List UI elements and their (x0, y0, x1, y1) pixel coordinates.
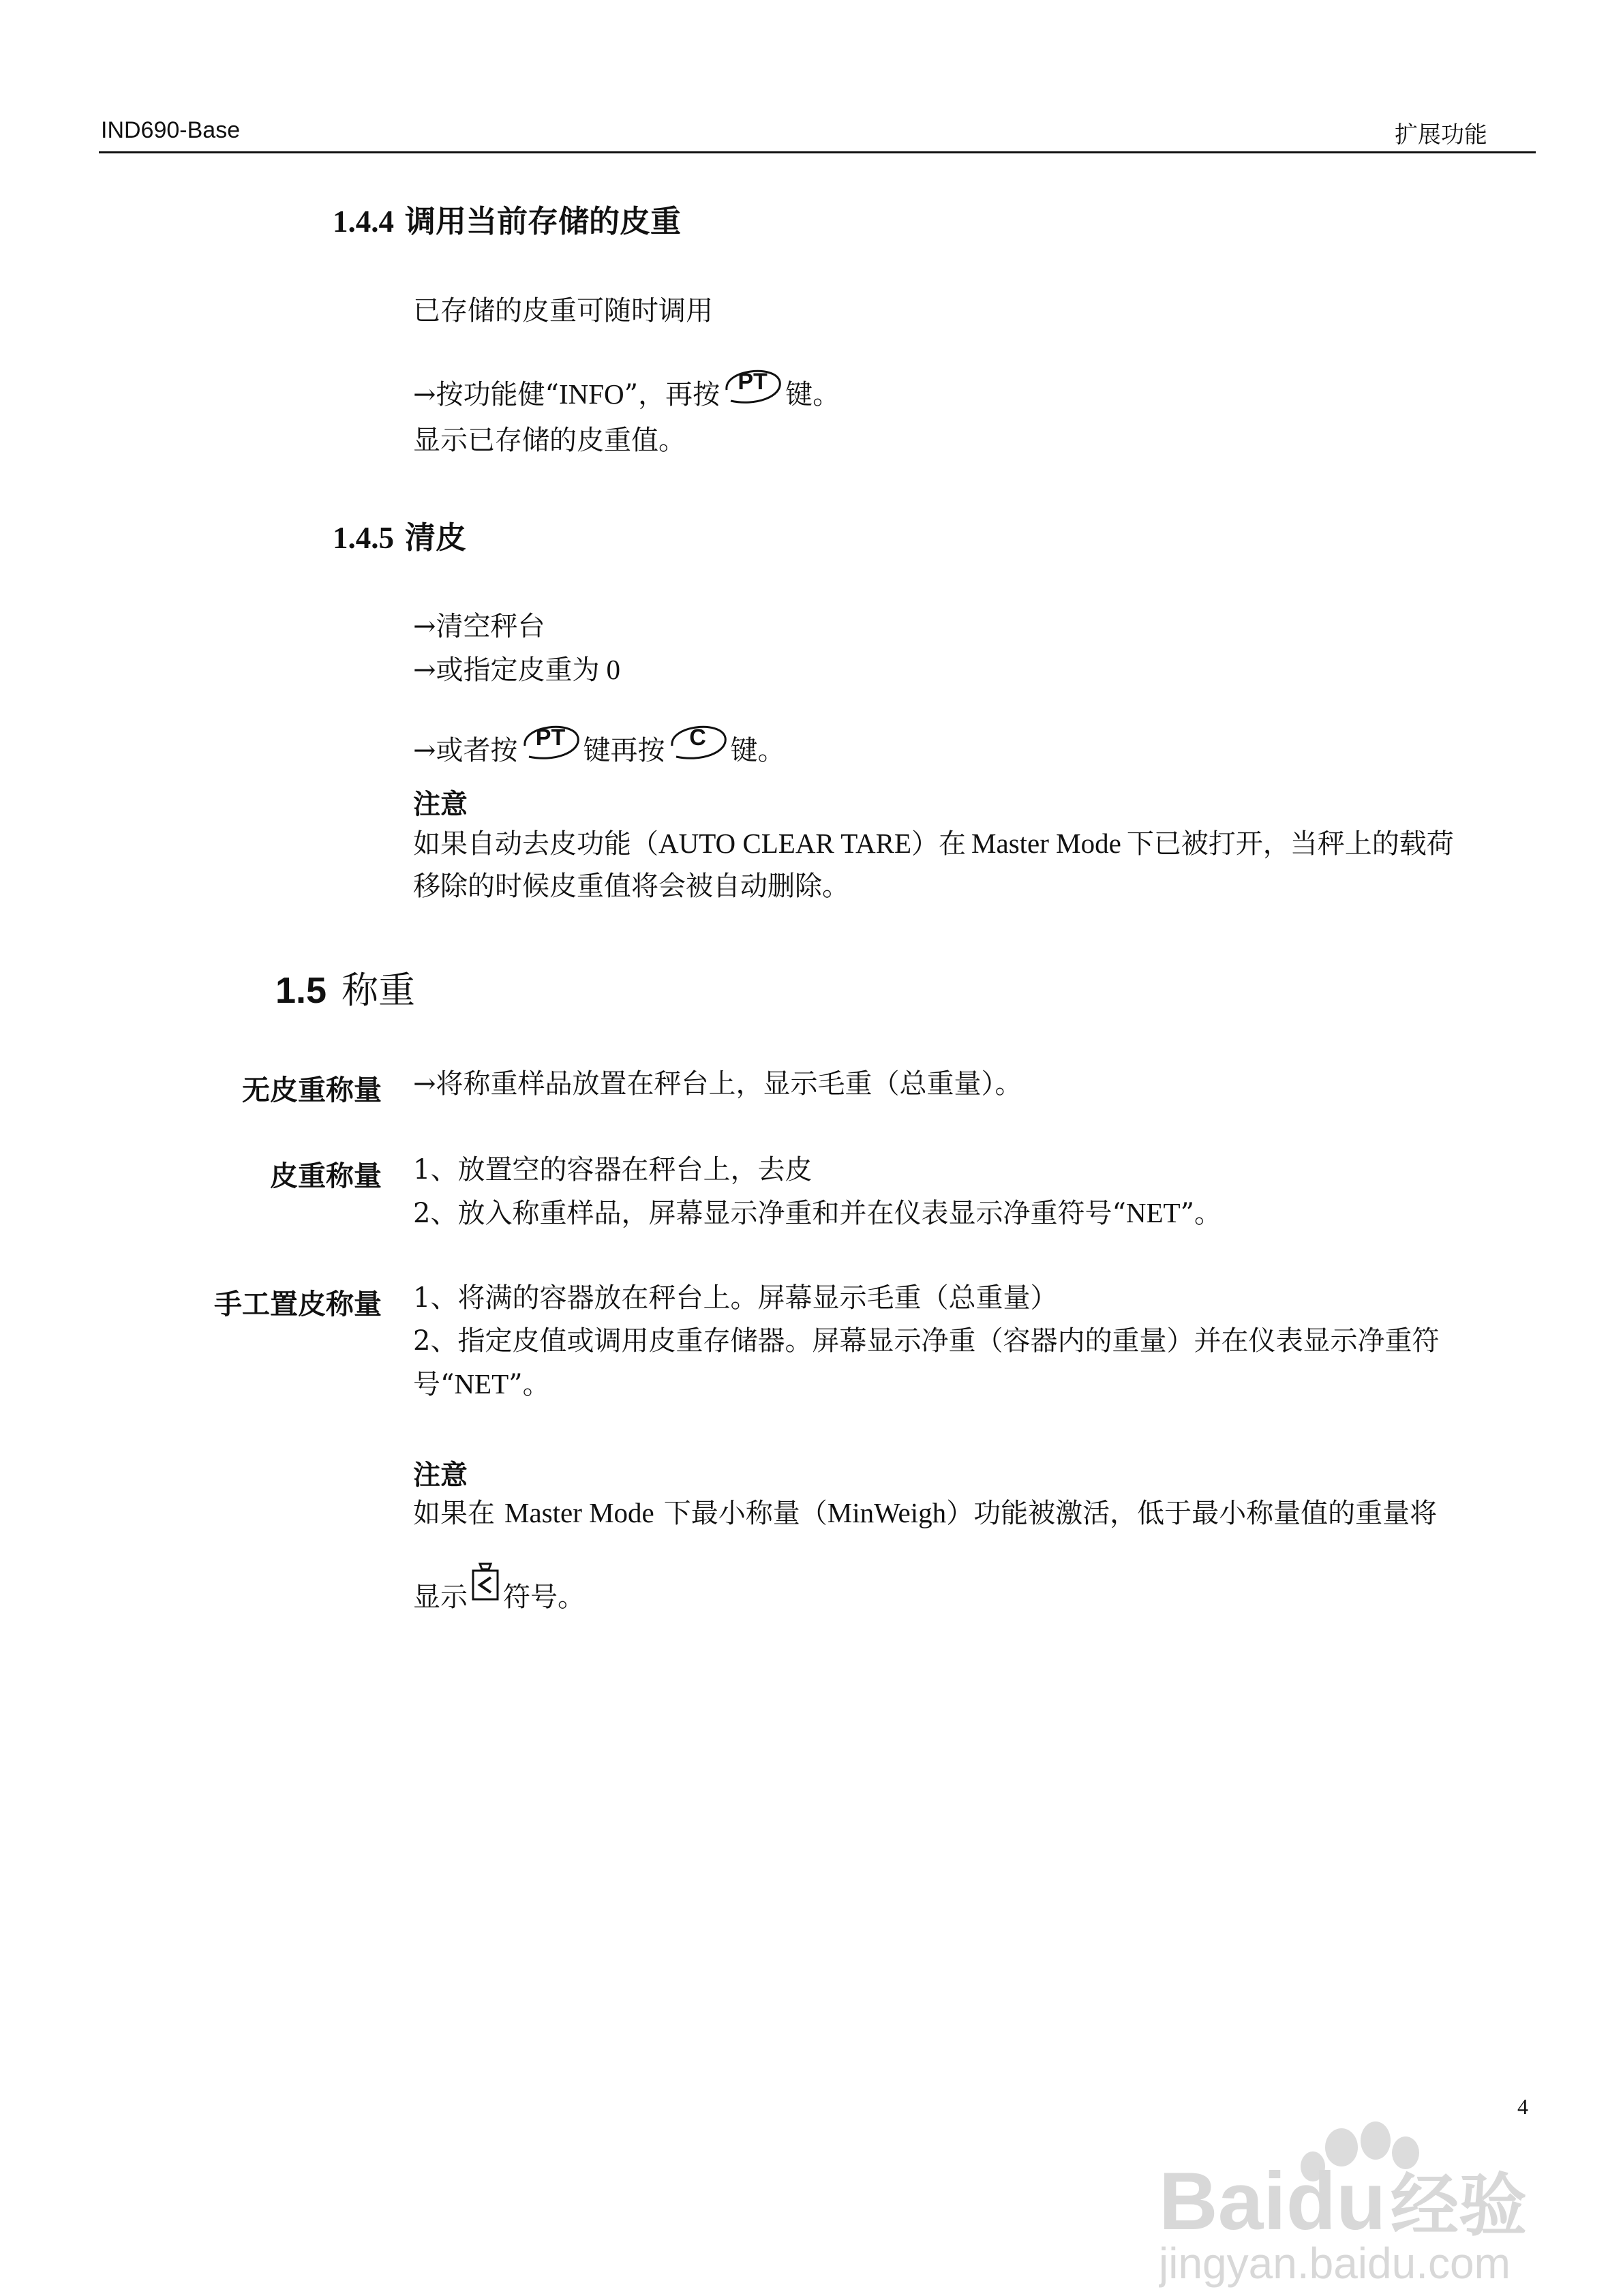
setting-name: AUTO CLEAR TARE (658, 828, 912, 859)
info-key-name: INFO (558, 378, 624, 410)
watermark-url: jingyan.baidu.com (1159, 2239, 1511, 2288)
list-item: →清空秤台 (413, 611, 545, 642)
header-chapter: 扩展功能 (1395, 121, 1487, 149)
text: ”。 (1180, 1198, 1222, 1229)
text: 符号。 (503, 1582, 585, 1613)
section-title: 调用当前存储的皮重 (405, 203, 682, 239)
text: ）功能被激活，低于最小称量值的重量将 (946, 1498, 1438, 1529)
pt-key-icon (519, 717, 582, 765)
row-label-no-tare: 无皮重称量 (242, 1074, 382, 1106)
row-label-manual-tare: 手工置皮称量 (214, 1288, 382, 1320)
c-key-label: C (689, 725, 706, 751)
row-text: →将称重样品放置在秤台上，显示毛重（总重量）。 (413, 1068, 1022, 1100)
text: 下最小称量（ (663, 1498, 828, 1529)
header-doc-id: IND690-Base (101, 117, 241, 143)
section-title: 称重 (342, 969, 416, 1012)
text: →按功能健“ (413, 379, 559, 410)
row-text-line-1: 1、将满的容器放在秤台上。屏幕显示毛重（总重量） (413, 1282, 1058, 1314)
watermark-brand: Baidu (1159, 2156, 1386, 2247)
note-text-line-2: 移除的时候皮重值将会被自动删除。 (413, 871, 849, 902)
net-symbol: NET (1125, 1197, 1181, 1228)
note-text-line-1 (413, 827, 1454, 860)
text: 如果在 (413, 1498, 495, 1529)
pt-key-label: PT (738, 369, 768, 395)
note-text-line-2 (413, 1561, 585, 1614)
list-item (413, 717, 785, 767)
section-number: 1.5 (275, 970, 327, 1011)
text: 键再按 (583, 735, 665, 766)
note-text-line-1 (413, 1496, 1437, 1530)
text: →或指定皮重为 (413, 654, 600, 686)
watermark-brand-cn: 经验 (1391, 2166, 1527, 2246)
text: ）在 (911, 828, 967, 860)
note-label: 注意 (413, 789, 468, 820)
paragraph: 显示已存储的皮重值。 (413, 425, 686, 456)
mode-name: Master Mode (504, 1497, 654, 1528)
paragraph: 已存储的皮重可随时调用 (413, 295, 713, 327)
text: 号“ (413, 1369, 455, 1400)
text: 如果自动去皮功能（ (413, 828, 658, 860)
pt-key-label: PT (535, 725, 566, 751)
section-1-5-heading (275, 961, 415, 1014)
text: →或者按 (413, 735, 518, 766)
text: 2、放入称重样品，屏幕显示净重和并在仪表显示净重符号“ (413, 1198, 1126, 1229)
tare-value: 0 (606, 654, 621, 685)
section-1-4-4-heading (333, 196, 681, 241)
note-label: 注意 (413, 1460, 468, 1491)
paragraph-instruction (413, 361, 840, 411)
row-text-line-2 (413, 1196, 1222, 1230)
section-title: 清皮 (405, 519, 467, 556)
header-divider (99, 151, 1536, 153)
list-item (413, 653, 620, 686)
row-text-line-1: 1、放置空的容器在秤台上，去皮 (413, 1154, 813, 1185)
text: ”，再按 (624, 379, 721, 410)
row-text-line-3 (413, 1368, 550, 1401)
text: 键。 (785, 379, 840, 410)
text: 下已被打开，当秤上的载荷 (1126, 828, 1454, 860)
row-text-line-2: 2、指定皮值或调用皮重存储器。屏幕显示净重（容器内的重量）并在仪表显示净重符 (413, 1325, 1440, 1357)
section-number: 1.4.4 (333, 205, 394, 239)
text: 键。 (730, 735, 785, 766)
net-symbol: NET (454, 1368, 509, 1400)
section-number: 1.4.5 (333, 521, 394, 555)
text: ”。 (509, 1369, 550, 1400)
section-1-4-5-heading (333, 513, 466, 557)
c-key-icon (667, 717, 729, 765)
text: 显示 (413, 1582, 468, 1613)
minweigh-symbol-icon (470, 1561, 500, 1603)
pt-key-icon (721, 361, 784, 409)
mode-name: Master Mode (971, 828, 1121, 859)
page-number: 4 (1517, 2094, 1528, 2119)
row-label-tare: 皮重称量 (270, 1160, 382, 1192)
baidu-jingyan-watermark (1159, 2120, 1541, 2291)
function-name: MinWeigh (827, 1497, 947, 1528)
